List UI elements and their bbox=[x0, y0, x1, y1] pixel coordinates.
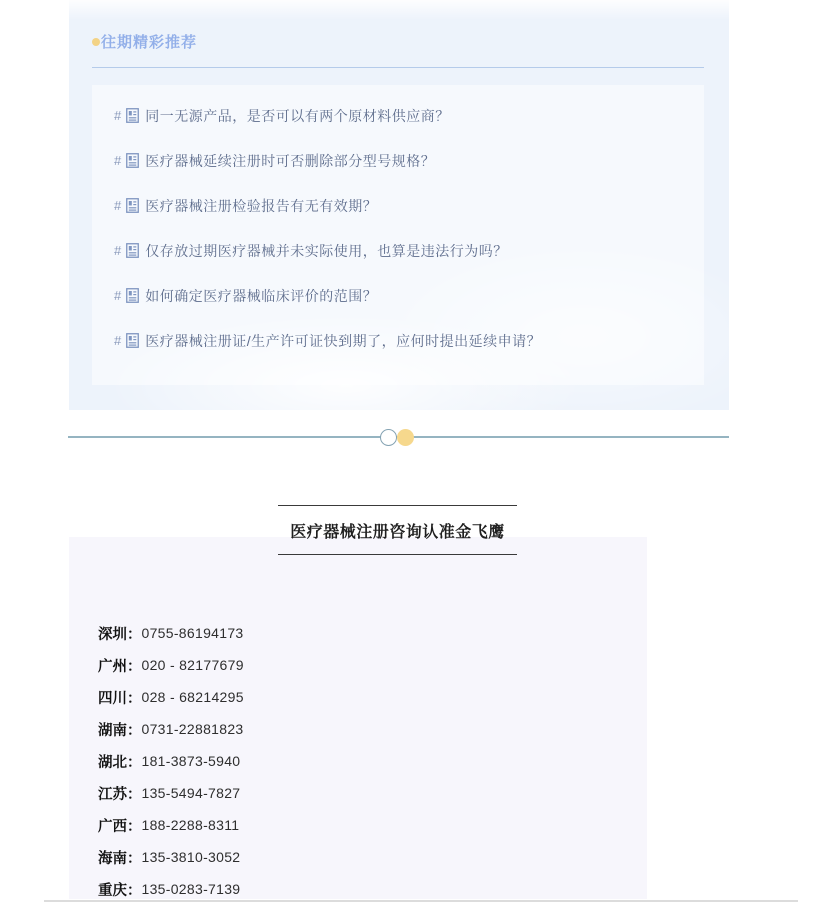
contact-title: 医疗器械注册咨询认准金飞鹰 bbox=[290, 524, 505, 541]
recommend-header-title: 往期精彩推荐 bbox=[101, 34, 198, 51]
phone-number: 135-3810-3052 bbox=[141, 849, 241, 865]
phone-number: 181-3873-5940 bbox=[141, 753, 241, 769]
recommend-header bbox=[92, 31, 197, 52]
phone-number: 135-5494-7827 bbox=[141, 785, 241, 801]
document-icon bbox=[126, 333, 139, 348]
document-icon bbox=[126, 288, 139, 303]
article-link-text: 医疗器械注册证/生产许可证快到期了，应何时提出延续申请？ bbox=[145, 332, 542, 349]
title-bottom-rule bbox=[278, 554, 517, 555]
city-label: 湖北： bbox=[98, 754, 142, 771]
city-label: 深圳： bbox=[98, 626, 142, 643]
article-link[interactable] bbox=[92, 273, 704, 318]
contact-row bbox=[98, 809, 244, 841]
article-link-text: 仅存放过期医疗器械并未实际使用，也算是违法行为吗？ bbox=[145, 242, 508, 259]
bottom-rule bbox=[44, 900, 798, 902]
phone-number: 020 - 82177679 bbox=[141, 657, 244, 673]
hash-symbol: # bbox=[114, 333, 122, 348]
city-label: 湖南： bbox=[98, 722, 142, 739]
city-label: 海南： bbox=[98, 850, 142, 867]
document-icon bbox=[126, 198, 139, 213]
document-icon bbox=[126, 153, 139, 168]
phone-number: 188-2288-8311 bbox=[141, 817, 240, 833]
city-label: 广州： bbox=[98, 658, 142, 675]
contact-row bbox=[98, 713, 244, 745]
question-card bbox=[92, 85, 704, 385]
carousel-dot-active[interactable] bbox=[397, 429, 414, 446]
article-link[interactable] bbox=[92, 183, 704, 228]
document-icon bbox=[126, 243, 139, 258]
phone-number: 0755-86194173 bbox=[141, 625, 244, 641]
hash-symbol: # bbox=[114, 153, 122, 168]
article-link-text: 医疗器械延续注册时可否删除部分型号规格？ bbox=[145, 152, 436, 169]
phone-number: 135-0283-7139 bbox=[141, 881, 241, 897]
hash-symbol: # bbox=[114, 288, 122, 303]
contact-row bbox=[98, 681, 244, 713]
city-label: 江苏： bbox=[98, 786, 142, 803]
city-label: 重庆： bbox=[98, 882, 142, 899]
recommend-panel bbox=[69, 0, 729, 410]
hash-symbol: # bbox=[114, 108, 122, 123]
contact-title-block bbox=[278, 505, 517, 555]
contact-list bbox=[98, 617, 244, 905]
article-link-text: 如何确定医疗器械临床评价的范围？ bbox=[145, 287, 378, 304]
article-link[interactable] bbox=[92, 318, 704, 363]
phone-number: 028 - 68214295 bbox=[141, 689, 244, 705]
article-link[interactable] bbox=[92, 138, 704, 183]
article-link-text: 同一无源产品，是否可以有两个原材料供应商？ bbox=[145, 107, 450, 124]
contact-row bbox=[98, 841, 244, 873]
carousel-dot-inactive[interactable] bbox=[380, 429, 397, 446]
contact-row bbox=[98, 777, 244, 809]
carousel-divider bbox=[68, 436, 729, 438]
phone-number: 0731-22881823 bbox=[141, 721, 244, 737]
city-label: 广西： bbox=[98, 818, 142, 835]
contact-row bbox=[98, 649, 244, 681]
article-link[interactable] bbox=[92, 228, 704, 273]
bullet-icon bbox=[92, 38, 100, 46]
header-divider bbox=[92, 67, 704, 68]
article-link-text: 医疗器械注册检验报告有无有效期？ bbox=[145, 197, 378, 214]
contact-row bbox=[98, 745, 244, 777]
city-label: 四川： bbox=[98, 690, 142, 707]
hash-symbol: # bbox=[114, 198, 122, 213]
contact-row bbox=[98, 617, 244, 649]
hash-symbol: # bbox=[114, 243, 122, 258]
document-icon bbox=[126, 108, 139, 123]
article-link[interactable] bbox=[92, 93, 704, 138]
